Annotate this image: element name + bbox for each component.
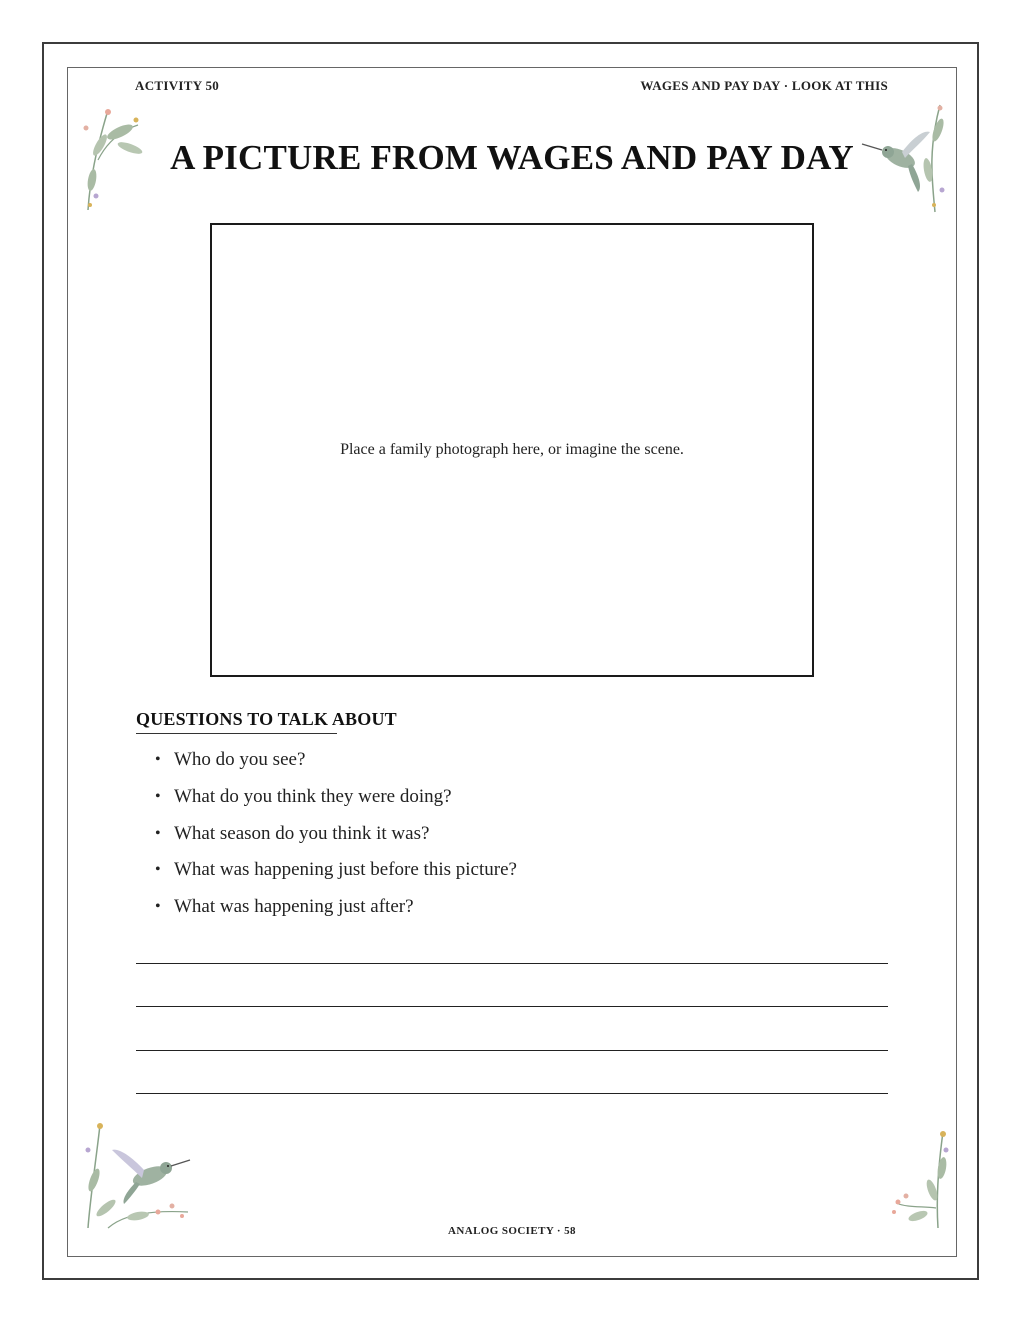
hummingbird-icon [78, 1120, 193, 1232]
writing-line[interactable] [136, 1093, 888, 1094]
floral-sprig-icon [888, 1128, 950, 1232]
question-text: Who do you see? [174, 749, 306, 771]
bullet-icon: • [155, 898, 161, 916]
writing-line[interactable] [136, 1006, 888, 1007]
writing-line[interactable] [136, 1050, 888, 1051]
question-item [155, 889, 517, 926]
questions-heading: QUESTIONS TO TALK ABOUT [136, 709, 397, 729]
question-text: What was happening just before this picture? [174, 859, 517, 881]
writing-line[interactable] [136, 963, 888, 964]
activity-label: ACTIVITY 50 [135, 78, 220, 93]
photo-caption: Place a family photograph here, or imagine the scene. [340, 441, 684, 458]
question-text: What season do you think it was? [174, 822, 430, 844]
question-text: What was happening just after? [174, 896, 414, 918]
bullet-icon: • [155, 751, 161, 769]
section-label: WAGES AND PAY DAY · LOOK AT THIS [640, 78, 888, 93]
photo-placeholder [210, 223, 814, 677]
question-item [155, 815, 517, 852]
bullet-icon: • [155, 788, 161, 806]
question-item [155, 852, 517, 889]
bullet-icon: • [155, 861, 161, 879]
questions-heading-underline [136, 733, 337, 734]
page-footer: ANALOG SOCIETY · 58 [448, 1225, 576, 1237]
question-text: What do you think they were doing? [174, 786, 452, 808]
question-item [155, 779, 517, 816]
questions-list [155, 742, 517, 925]
bullet-icon: • [155, 824, 161, 842]
page-title: A PICTURE FROM WAGES AND PAY DAY [170, 138, 854, 177]
question-item [155, 742, 517, 779]
